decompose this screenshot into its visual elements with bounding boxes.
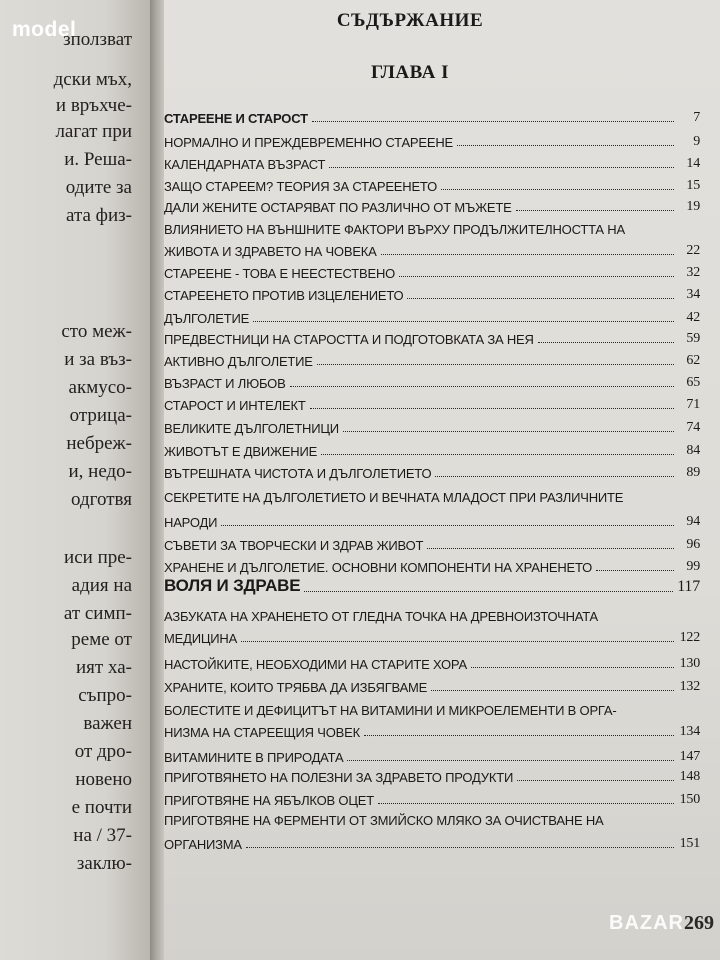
toc-entry-title: СЕКРЕТИТЕ НА ДЪЛГОЛЕТИЕТО И ВЕЧНАТА МЛАДОСТ ПРИ РАЗЛИЧНИТЕ xyxy=(164,490,624,505)
toc-entry-page: 42 xyxy=(686,310,700,325)
toc-entry xyxy=(164,304,700,326)
toc-entry-title: ЖИВОТА И ЗДРАВЕТО НА ЧОВЕКА xyxy=(164,244,377,259)
toc-entry-title: СТАРЕЕНЕТО ПРОТИВ ИЗЦЕЛЕНИЕТО xyxy=(164,288,404,303)
left-page-line: одготвя xyxy=(71,489,132,510)
toc-entry-title: КАЛЕНДАРНАТА ВЪЗРАСТ xyxy=(164,157,326,172)
toc-entry xyxy=(164,743,700,765)
toc-entry-page: 71 xyxy=(686,397,700,412)
toc-entry-page: 132 xyxy=(679,679,700,694)
toc-entry xyxy=(164,531,700,553)
toc-entry xyxy=(164,104,700,126)
toc-entry-title: ХРАНЕНЕ И ДЪЛГОЛЕТИЕ. ОСНОВНИ КОМПОНЕНТИ НА ХРАНЕНЕТО xyxy=(164,560,593,575)
toc-entry-page: 19 xyxy=(686,199,700,214)
toc-entry xyxy=(164,650,700,672)
toc-entry xyxy=(164,128,700,150)
toc-entry-page: 32 xyxy=(686,265,700,280)
dot-leader xyxy=(312,121,674,122)
toc-entry xyxy=(164,459,700,481)
toc-entry-page: 96 xyxy=(686,537,700,552)
toc-entry-page: 151 xyxy=(679,836,700,851)
left-page-line: ият ха- xyxy=(76,657,132,678)
toc-entry-title: МЕДИЦИНА xyxy=(164,631,238,646)
toc-entry-page: 22 xyxy=(686,243,700,258)
left-page-line: и, недо- xyxy=(68,461,132,482)
table-of-contents-page xyxy=(164,0,720,960)
left-page-line: от дро- xyxy=(74,741,132,762)
toc-entry xyxy=(164,696,700,718)
toc-entry xyxy=(164,624,700,646)
toc-entry-title: СТАРЕЕНЕ И СТАРОСТ xyxy=(164,111,308,126)
left-page-line: на / 37- xyxy=(73,825,132,846)
toc-entry-title: НОРМАЛНО И ПРЕЖДЕВРЕМЕННО СТАРЕЕНЕ xyxy=(164,135,453,150)
left-page-line: зползват xyxy=(63,29,132,50)
left-page-line: адия на xyxy=(71,575,132,596)
toc-entry xyxy=(164,508,700,530)
toc-entry-page: 34 xyxy=(686,287,700,302)
book-gutter xyxy=(150,0,164,960)
left-page-line: съпро- xyxy=(78,685,132,706)
left-facing-page xyxy=(0,0,150,960)
toc-entry-page: 148 xyxy=(679,769,700,784)
dot-leader xyxy=(253,321,674,322)
toc-entry xyxy=(164,483,700,505)
watermark-bazar: BAZAR xyxy=(609,912,684,934)
toc-entry xyxy=(164,259,700,281)
toc-entry xyxy=(164,830,700,852)
toc-entry-title: АКТИВНО ДЪЛГОЛЕТИЕ xyxy=(164,354,313,369)
dot-leader xyxy=(399,276,674,277)
toc-entry xyxy=(164,574,700,596)
toc-entry-title: ДАЛИ ЖЕНИТЕ ОСТАРЯВАТ ПО РАЗЛИЧНО ОТ МЪЖЕТЕ xyxy=(164,200,512,215)
toc-entry xyxy=(164,414,700,436)
toc-entry xyxy=(164,602,700,624)
toc-entry xyxy=(164,193,700,215)
left-page-line: ата физ- xyxy=(66,205,132,226)
toc-entry xyxy=(164,281,700,303)
left-page-line: иси пре- xyxy=(64,547,132,568)
toc-entry-page: 134 xyxy=(679,724,700,739)
toc-entry xyxy=(164,553,700,575)
dot-leader xyxy=(516,210,674,211)
left-page-line: сто меж- xyxy=(61,321,132,342)
toc-entry-title: ПРИГОТВЯНЕТО НА ПОЛЕЗНИ ЗА ЗДРАВЕТО ПРОДУКТИ xyxy=(164,770,514,785)
dot-leader xyxy=(435,476,674,477)
toc-entry-page: 147 xyxy=(679,749,700,764)
dot-leader xyxy=(407,298,674,299)
toc-entry xyxy=(164,718,700,740)
toc-entry-title: ПРИГОТВЯНЕ НА ФЕРМЕНТИ ОТ ЗМИЙСКО МЛЯКО ЗА ОЧИСТВАНЕ НА xyxy=(164,813,604,828)
left-page-line: и за въз- xyxy=(64,349,132,370)
dot-leader xyxy=(290,386,674,387)
toc-entry-title: ВИТАМИНИТЕ В ПРИРОДАТА xyxy=(164,750,344,765)
toc-entry-title: АЗБУКАТА НА ХРАНЕНЕТО ОТ ГЛЕДНА ТОЧКА НА ДРЕВНОИЗТОЧНАТА xyxy=(164,609,599,624)
dot-leader xyxy=(517,780,674,781)
toc-entry-page: 89 xyxy=(686,465,700,480)
left-page-line: заклю- xyxy=(76,853,132,874)
dot-leader xyxy=(441,189,674,190)
dot-leader xyxy=(246,847,674,848)
watermark-model: model xyxy=(12,18,77,41)
toc-entry-page: 59 xyxy=(686,331,700,346)
toc-entry-title: ПРЕДВЕСТНИЦИ НА СТАРОСТТА И ПОДГОТОВКАТА ЗА НЕЯ xyxy=(164,332,534,347)
toc-entry-page: 9 xyxy=(693,134,700,149)
toc-entry-page: 122 xyxy=(679,630,700,645)
left-page-line: одите за xyxy=(65,177,132,198)
left-page-line: ат симп- xyxy=(63,603,132,624)
toc-entry-title: СТАРОСТ И ИНТЕЛЕКТ xyxy=(164,398,306,413)
toc-entry-page: 14 xyxy=(686,156,700,171)
dot-leader xyxy=(329,167,674,168)
toc-entry-page: 84 xyxy=(686,443,700,458)
toc-entry-page: 15 xyxy=(686,178,700,193)
toc-entry xyxy=(164,369,700,391)
left-page-line: и връхче- xyxy=(55,95,132,116)
toc-entry-title: ВЕЛИКИТЕ ДЪЛГОЛЕТНИЦИ xyxy=(164,421,339,436)
left-page-line: е почти xyxy=(71,797,132,818)
toc-entry-title: ЖИВОТЪТ Е ДВИЖЕНИЕ xyxy=(164,444,318,459)
dot-leader xyxy=(427,548,674,549)
dot-leader xyxy=(317,364,674,365)
toc-entry-title: ХРАНИТЕ, КОИТО ТРЯБВА ДА ИЗБЯГВАМЕ xyxy=(164,680,428,695)
toc-entry-page: 65 xyxy=(686,375,700,390)
dot-leader xyxy=(457,145,674,146)
toc-entry-title: ЗАЩО СТАРЕЕМ? ТЕОРИЯ ЗА СТАРЕЕНЕТО xyxy=(164,179,438,194)
dot-leader xyxy=(347,760,674,761)
dot-leader xyxy=(304,591,673,592)
toc-entry-title: ВЪЗРАСТ И ЛЮБОВ xyxy=(164,376,286,391)
dot-leader xyxy=(381,254,674,255)
toc-entry-title: СЪВЕТИ ЗА ТВОРЧЕСКИ И ЗДРАВ ЖИВОТ xyxy=(164,538,424,553)
toc-entry-title: ОРГАНИЗМА xyxy=(164,837,242,852)
toc-entry xyxy=(164,172,700,194)
toc-entry-title: ДЪЛГОЛЕТИЕ xyxy=(164,311,250,326)
toc-entry xyxy=(164,673,700,695)
toc-entry-title: НАСТОЙКИТЕ, НЕОБХОДИМИ НА СТАРИТЕ ХОРА xyxy=(164,657,467,672)
dot-leader xyxy=(221,525,674,526)
toc-entry xyxy=(164,347,700,369)
dot-leader xyxy=(343,431,674,432)
toc-entry-page: 99 xyxy=(686,559,700,574)
left-page-line: лагат при xyxy=(55,121,132,142)
toc-entry-title: БОЛЕСТИТЕ И ДЕФИЦИТЪТ НА ВИТАМИНИ И МИКРОЕЛЕМЕНТИ В ОРГА- xyxy=(164,703,617,718)
left-page-line: небреж- xyxy=(66,433,132,454)
toc-entry-page: 130 xyxy=(679,656,700,671)
toc-entry xyxy=(164,763,700,785)
toc-entry-page: 94 xyxy=(686,514,700,529)
left-page-line: важен xyxy=(83,713,132,734)
toc-title: СЪДЪРЖАНИЕ xyxy=(336,10,484,31)
dot-leader xyxy=(241,641,674,642)
dot-leader xyxy=(321,454,674,455)
toc-entry xyxy=(164,806,700,828)
dot-leader xyxy=(431,690,674,691)
dot-leader xyxy=(378,803,674,804)
left-page-line: реме от xyxy=(71,629,132,650)
toc-entry xyxy=(164,150,700,172)
toc-entry-page: 150 xyxy=(679,792,700,807)
toc-entry-page: 74 xyxy=(686,420,700,435)
dot-leader xyxy=(596,570,674,571)
left-page-line: новено xyxy=(75,769,132,790)
chapter-heading: ГЛАВА I xyxy=(371,62,449,83)
toc-entry-page: 117 xyxy=(677,578,700,595)
left-page-line: и. Реша- xyxy=(64,149,132,170)
toc-entry xyxy=(164,325,700,347)
toc-entry-title: ПРИГОТВЯНЕ НА ЯБЪЛКОВ ОЦЕТ xyxy=(164,793,374,808)
toc-entry xyxy=(164,786,700,808)
toc-entry xyxy=(164,391,700,413)
toc-entry-title: ВЛИЯНИЕТО НА ВЪНШНИТЕ ФАКТОРИ ВЪРХУ ПРОДЪЛЖИТЕЛНОСТТА НА xyxy=(164,222,625,237)
left-page-line: акмусо- xyxy=(68,377,132,398)
dot-leader xyxy=(538,342,674,343)
dot-leader xyxy=(310,408,674,409)
toc-entry-title: НАРОДИ xyxy=(164,515,218,530)
left-page-line: дски мъх, xyxy=(53,69,132,90)
toc-entry-page: 7 xyxy=(693,110,700,125)
toc-entry-page: 62 xyxy=(686,353,700,368)
left-page-line: отрица- xyxy=(69,405,132,426)
toc-entry-title: ВЪТРЕШНАТА ЧИСТОТА И ДЪЛГОЛЕТИЕТО xyxy=(164,466,432,481)
toc-entry-title: СТАРЕЕНЕ - ТОВА Е НЕЕСТЕСТВЕНО xyxy=(164,266,396,281)
dot-leader xyxy=(364,735,674,736)
toc-entry xyxy=(164,437,700,459)
toc-entry-title: ВОЛЯ И ЗДРАВЕ xyxy=(164,576,301,595)
dot-leader xyxy=(471,667,674,668)
toc-entry xyxy=(164,237,700,259)
toc-entry xyxy=(164,215,700,237)
toc-entry-title: НИЗМА НА СТАРЕЕЩИЯ ЧОВЕК xyxy=(164,725,360,740)
page-number: 269 xyxy=(684,912,714,934)
